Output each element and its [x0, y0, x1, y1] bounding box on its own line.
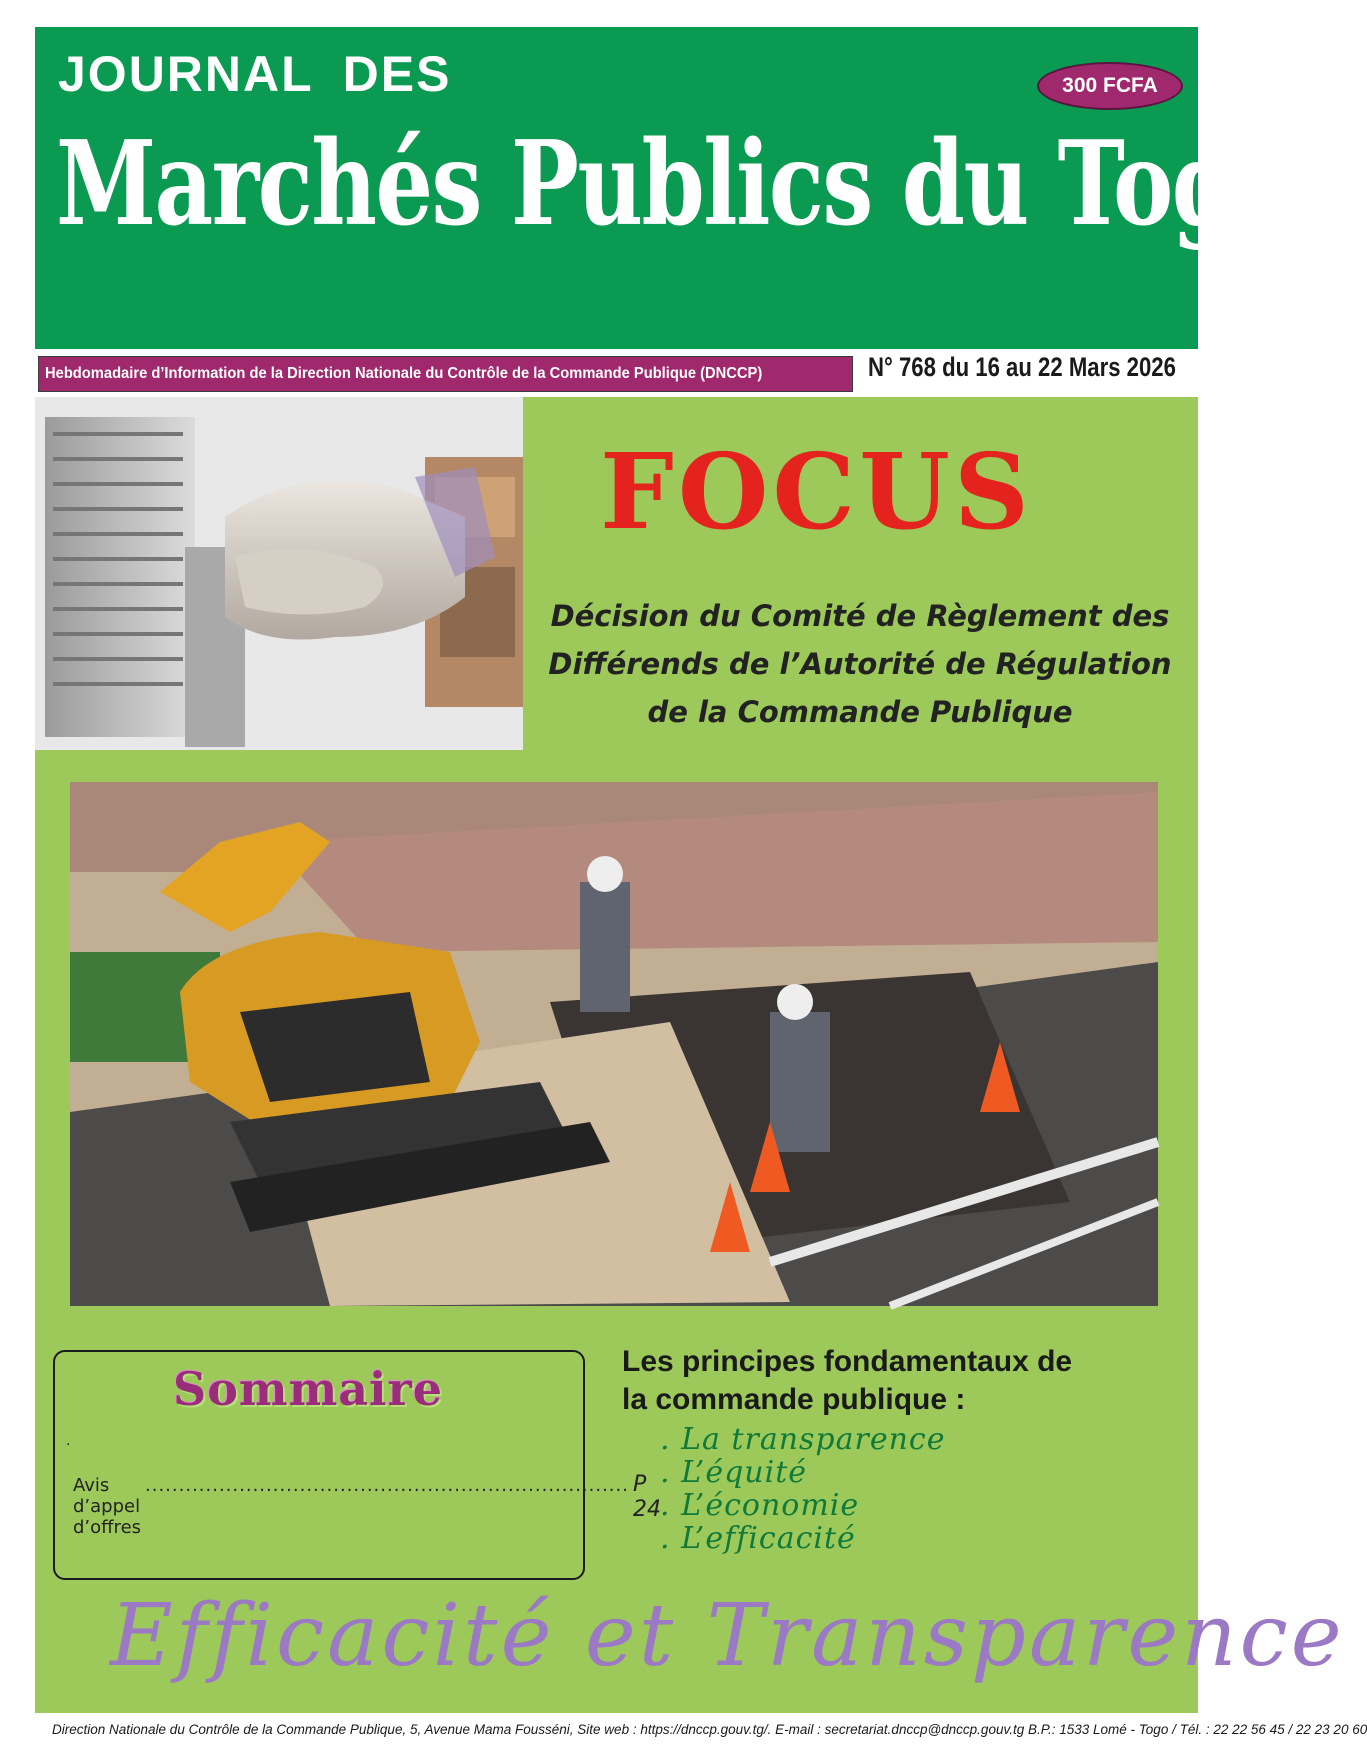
footer-contact: Direction Nationale du Contrôle de la Commande Publique, 5, Avenue Mama Fousséni, Site web : https://dnccp.gouv.tg/. E-mail : secretariat.dnccp@dnccp.gouv.tg B.P.: 1533 Lomé - Togo / Tél. : 22 22 56 45 / 22 23 20 60: [52, 1722, 1367, 1737]
principles-title-line: la commande publique :: [622, 1383, 966, 1416]
price-badge: 300 FCFA: [1037, 62, 1183, 110]
principles-title-line: Les principes fondamentaux de: [622, 1345, 1073, 1378]
subtitle-bar: [38, 356, 853, 392]
sommaire-bullet: .: [66, 1432, 71, 1449]
focus-headline: [540, 592, 1180, 736]
principle-item: . La transparence: [660, 1422, 946, 1457]
issue-number: N° 768 du 16 au 22 Mars 2026: [868, 352, 1176, 382]
focus-line: Différends de l’Autorité de Régulation: [548, 647, 1172, 681]
subtitle-text: Hebdomadaire d’Information de la Direction Nationale du Contrôle de la Commande Publique (DNCCP): [45, 365, 763, 382]
focus-line: de la Commande Publique: [647, 695, 1073, 729]
slogan: Efficacité et Transparence: [110, 1586, 1345, 1686]
sommaire-entry: [73, 1472, 661, 1538]
principles-title: [622, 1343, 1072, 1419]
focus-line: Décision du Comité de Règlement des: [550, 599, 1170, 633]
principle-item: . L’efficacité: [660, 1521, 856, 1556]
sommaire-entry-leader: ........................................................................: [145, 1475, 629, 1496]
focus-title: FOCUS: [600, 430, 1034, 553]
principle-item: . L’économie: [660, 1488, 860, 1523]
principle-item: . L’équité: [660, 1455, 808, 1490]
sommaire-entry-label: Avis d’appel d’offres: [73, 1475, 142, 1538]
sommaire-title: Sommaire: [173, 1362, 444, 1416]
construction-photo: [70, 782, 1158, 1306]
handshake-photo: [35, 397, 523, 750]
sommaire-entry-page: P 24: [632, 1472, 661, 1522]
journal-title: Marchés Publics du Togo: [56, 116, 1293, 252]
journal-kicker: JOURNAL DES: [58, 46, 452, 102]
